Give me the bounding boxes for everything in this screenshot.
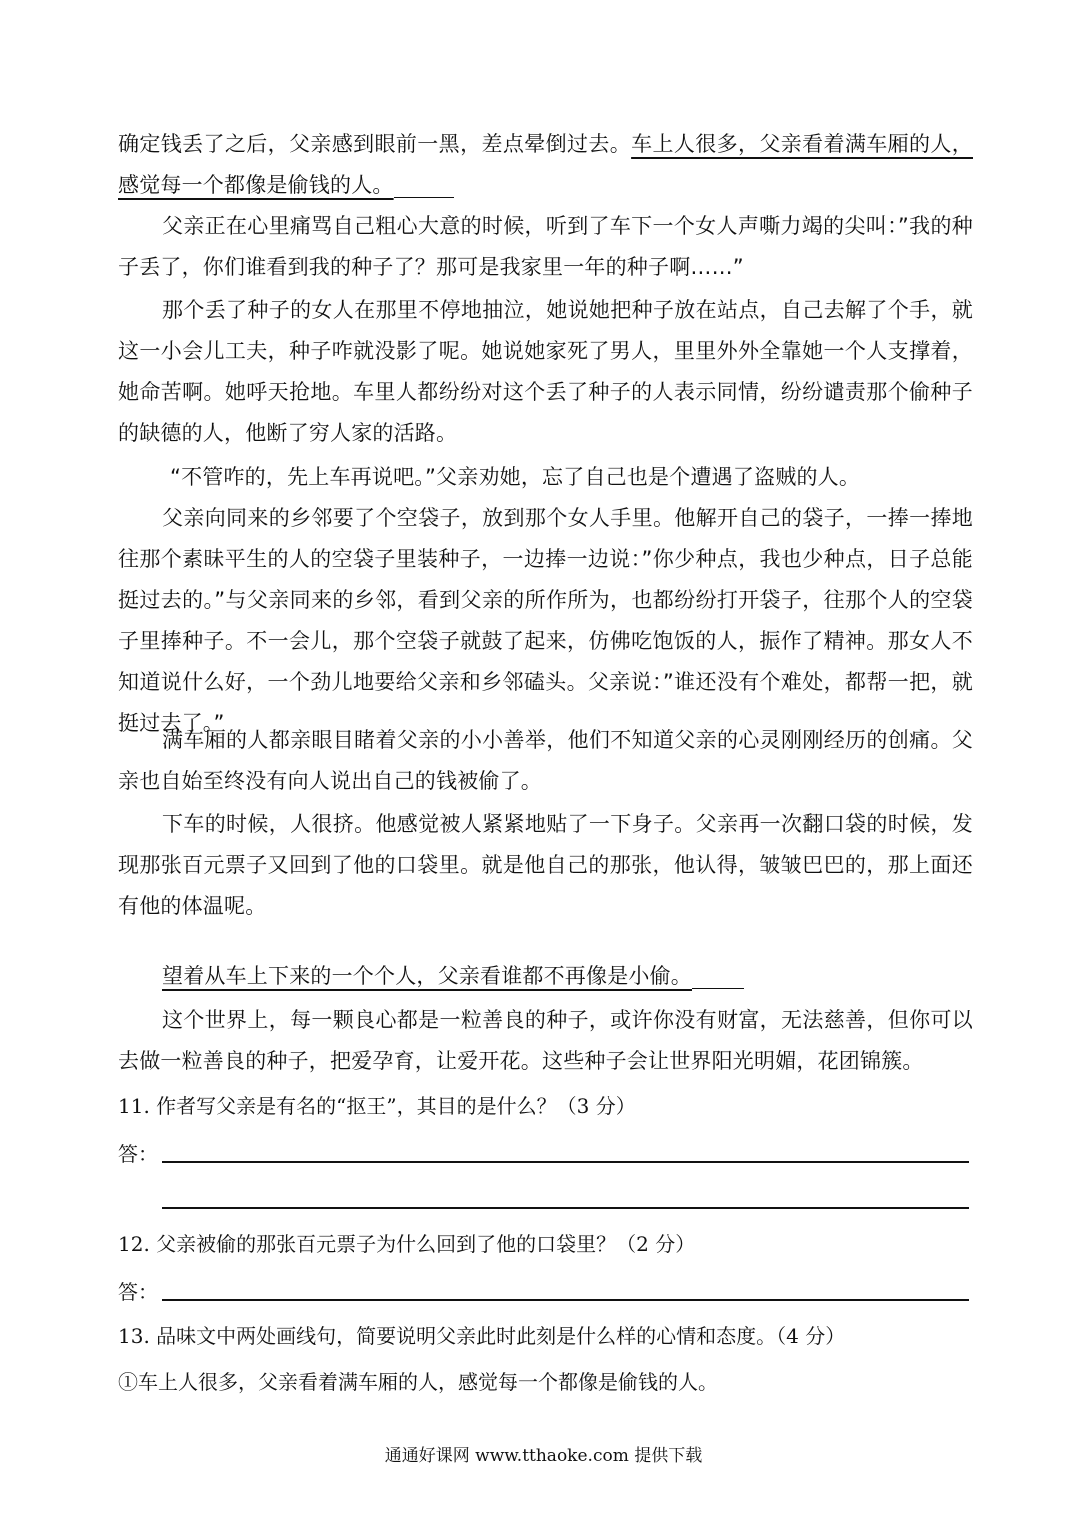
paragraph-2: 父亲正在心里痛骂自己粗心大意的时候，听到了车下一个女人声嘶力竭的尖叫：”我的种子丢了，你们谁看到我的种子了？那可是我家里一年的种子啊……” bbox=[118, 214, 973, 279]
question-11: 11. 作者写父亲是有名的“抠王”，其目的是什么？（3 分） bbox=[118, 1094, 636, 1118]
paragraph-4: “不管咋的，先上车再说吧。”父亲劝她，忘了自己也是个遭遇了盗贼的人。 bbox=[170, 465, 861, 489]
question-13: 13. 品味文中两处画线句，简要说明父亲此时此刻是什么样的心情和态度。（4 分） bbox=[118, 1324, 846, 1348]
paragraph-9: 这个世界上，每一颗良心都是一粒善良的种子，或许你没有财富，无法慈善，但你可以去做一粒善良的种子，把爱孕育，让爱开花。这些种子会让世界阳光明媚，花团锦簇。 bbox=[118, 1008, 973, 1073]
answer-line-11a[interactable] bbox=[162, 1161, 969, 1163]
paragraph-7: 下车的时候，人很挤。他感觉被人紧紧地贴了一下身子。父亲再一次翻口袋的时候，发现那张百元票子又回到了他的口袋里。就是他自己的那张，他认得，皱皱巴巴的，那上面还有他的体温呢。 bbox=[118, 812, 973, 918]
paragraph-8 bbox=[118, 956, 973, 997]
page-footer: 通通好课网 www.tthaoke.com 提供下载 bbox=[384, 1446, 703, 1466]
answer-label-11: 答： bbox=[118, 1142, 158, 1166]
question-12: 12. 父亲被偷的那张百元票子为什么回到了他的口袋里？（2 分） bbox=[118, 1232, 696, 1256]
underlined-sentence-1: 车上人很多，父亲看着满车厢的人，感觉每一个都像是偷钱的人。 bbox=[118, 132, 973, 197]
underlined-sentence-2: 望着从车上下来的一个个人，父亲看谁都不再像是小偷。 bbox=[162, 964, 692, 988]
paragraph-6: 满车厢的人都亲眼目睹着父亲的小小善举，他们不知道父亲的心灵刚刚经历的创痛。父亲也自始至终没有向人说出自己的钱被偷了。 bbox=[118, 728, 973, 793]
paragraph-1 bbox=[118, 124, 973, 206]
underline-tail-1 bbox=[394, 196, 454, 198]
paragraph-1-plain: 确定钱丢了之后，父亲感到眼前一黑，差点晕倒过去。 bbox=[118, 132, 632, 156]
underline-tail-2 bbox=[692, 987, 744, 989]
answer-label-12: 答： bbox=[118, 1280, 158, 1304]
paragraph-3: 那个丢了种子的女人在那里不停地抽泣，她说她把种子放在站点，自己去解了个手，就这一小会儿工夫，种子咋就没影了呢。她说她家死了男人，里里外外全靠她一个人支撑着，她命苦啊。她呼天抢地。车里人都纷纷对这个丢了种子的人表示同情，纷纷谴责那个偷种子的缺德的人，他断了穷人家的活路。 bbox=[118, 298, 973, 445]
paragraph-5: 父亲向同来的乡邻要了个空袋子，放到那个女人手里。他解开自己的袋子，一捧一捧地往那个素昧平生的人的空袋子里装种子，一边捧一边说：”你少种点，我也少种点，日子总能挺过去的。”与父亲同来的乡邻，看到父亲的所作所为，也都纷纷打开袋子，往那个人的空袋子里捧种子。不一会儿，那个空袋子就鼓了起来，仿佛吃饱饭的人，振作了精神。那女人不知道说什么好，一个劲儿地要给父亲和乡邻磕头。父亲说：”谁还没有个难处，都帮一把，就挺过去了。” bbox=[118, 506, 973, 735]
answer-line-11b[interactable] bbox=[162, 1207, 969, 1209]
question-13-item-1: ①车上人很多，父亲看着满车厢的人，感觉每一个都像是偷钱的人。 bbox=[118, 1370, 718, 1394]
answer-line-12[interactable] bbox=[162, 1299, 969, 1301]
